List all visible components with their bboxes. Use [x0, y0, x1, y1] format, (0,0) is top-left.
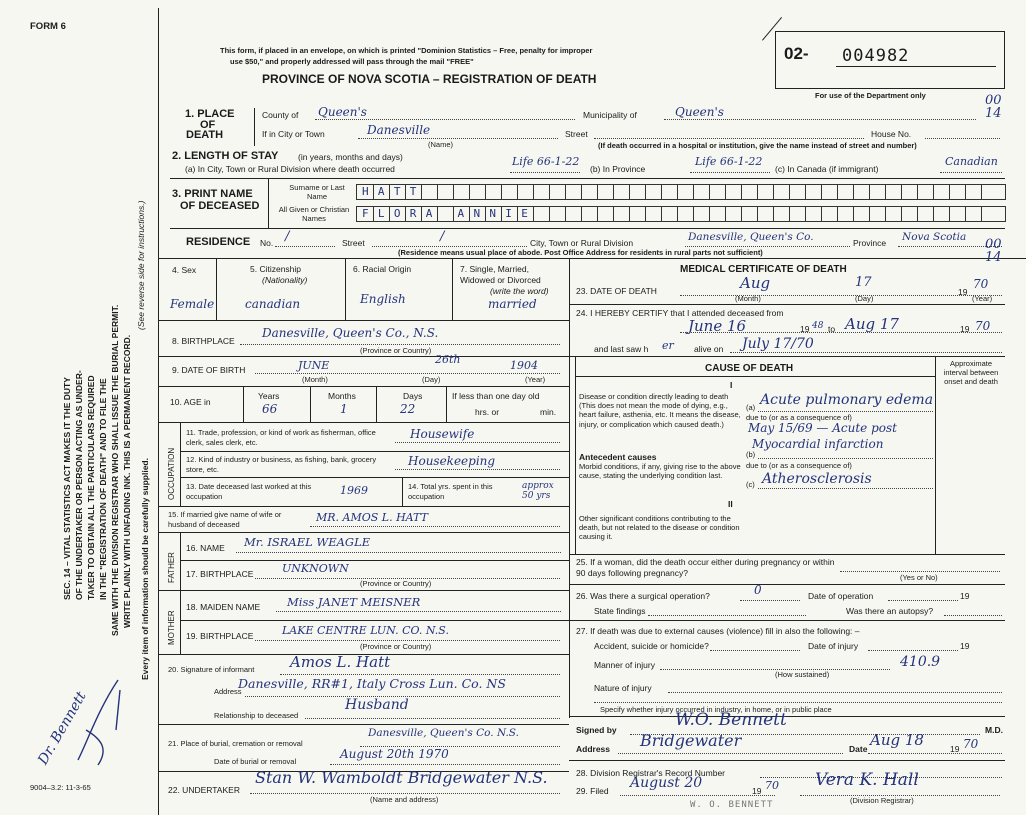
form-title: PROVINCE OF NOVA SCOTIA – REGISTRATION OF DEATH — [262, 72, 597, 86]
surgery-question: 26. Was there a surgical operation? — [576, 591, 710, 601]
death-year: 70 — [973, 277, 989, 291]
surgery-answer: 0 — [754, 583, 762, 597]
external-causes-label: 27. If death was due to external causes (violence) fill in also the following: – — [576, 626, 860, 636]
dob-day-caption: (Day) — [422, 375, 441, 384]
record-number-label: 28. Division Registrar's Record Number — [576, 768, 726, 778]
spouse-label: 15. If married give name of wife or husband of deceased — [168, 510, 282, 529]
surname-boxes — [356, 184, 1006, 200]
informant-address-label: Address — [214, 687, 242, 696]
form-number: FORM 6 — [30, 21, 66, 32]
residence-street-label: Street — [342, 238, 365, 248]
due-to-label-1: due to (or as a consequence of) — [746, 413, 852, 422]
department-use-label: For use of the Department only — [815, 91, 926, 100]
stay-c-value: Canadian — [945, 155, 998, 168]
attended-to-label: to — [828, 324, 836, 334]
marital-label: 7. Single, Married, Widowed or Divorced — [460, 264, 541, 285]
informant-label: 20. Signature of informant — [168, 665, 255, 674]
age-days-value: 22 — [400, 402, 416, 416]
how-sustained-label: (How sustained) — [775, 670, 830, 679]
occupation-q12: 12. Kind of industry or business, as fishing, bank, grocery store, etc. — [186, 455, 377, 474]
mother-birthplace-sub: (Province or Country) — [360, 642, 432, 651]
cause-c-label: (c) — [746, 480, 755, 489]
house-number-label: House No. — [871, 129, 912, 139]
dob-year-caption: (Year) — [525, 375, 546, 384]
relationship-label: Relationship to deceased — [214, 711, 299, 720]
mother-birthplace-value: LAKE CENTRE LUN. CO. N.S. — [282, 624, 449, 637]
signature-scrawl — [58, 670, 138, 780]
birthplace-sub: (Province or Country) — [360, 346, 432, 355]
county-label: County of — [262, 110, 299, 120]
mail-notice-line2: use $50," and properly addressed will pass through the mail "FREE" — [230, 57, 474, 66]
cause-a-label: (a) — [746, 403, 756, 412]
father-birthplace-sub: (Province or Country) — [360, 579, 432, 588]
occupation-q14: 14. Total yrs. spent in this occupation — [408, 482, 493, 501]
residence-label: RESIDENCE — [186, 236, 251, 248]
occupation-section-label: OCCUPATION — [167, 447, 176, 500]
cause-part-2: II — [728, 499, 733, 509]
dob-year: 1904 — [510, 359, 538, 372]
side-instruction-3: TAKER TO OBTAIN ALL THE PARTICULARS REQUIRED — [86, 375, 96, 600]
registration-number: 004982 — [842, 46, 910, 66]
manner-label: Manner of injury — [594, 660, 655, 670]
attended-to: Aug 17 — [845, 315, 899, 333]
residence-no-label: No. — [260, 238, 274, 248]
pregnancy-question: 25. If a woman, did the death occur either during pregnancy or within 90 days following pregnancy? — [576, 557, 835, 578]
relationship-value: Husband — [345, 697, 409, 713]
age-days-label: Days — [403, 391, 423, 401]
death-month: Aug — [740, 274, 771, 292]
signoff-date: Aug 18 — [870, 731, 924, 749]
medical-heading: MEDICAL CERTIFICATE OF DEATH — [680, 264, 847, 275]
registrar-signature: Vera K. Hall — [815, 770, 919, 790]
death-year-caption: (Year) — [972, 294, 993, 303]
due-to-label-2: due to (or as a consequence of) — [746, 461, 852, 470]
mail-notice-line1: This form, if placed in an envelope, on which is printed "Dominion Statistics – Free, penalty for improper — [220, 46, 593, 55]
operation-year-prefix: 19 — [960, 591, 970, 601]
age-min-label: min. — [540, 407, 557, 417]
side-instruction-1: SEC. 14 – VITAL STATISTICS ACT MAKES IT THE DUTY — [62, 377, 72, 600]
state-findings-label: State findings — [594, 606, 646, 616]
racial-value: English — [360, 292, 406, 306]
filed-date: August 20 — [630, 775, 703, 791]
father-name-label: 16. NAME — [186, 543, 225, 553]
side-instruction-2: OF THE UNDERTAKER OR PERSON ACTING AS UNDER- — [74, 370, 84, 600]
signoff-address: Bridgewater — [640, 731, 742, 750]
cause-c-value: Atherosclerosis — [762, 471, 872, 487]
death-day-caption: (Day) — [855, 294, 874, 303]
alive-label: alive on — [694, 344, 724, 354]
last-saw-label: and last saw h — [594, 344, 649, 354]
place-label-1: 1. PLACE — [185, 108, 235, 120]
signoff-year: 70 — [963, 737, 979, 751]
stat-code: 410.9 — [900, 654, 941, 670]
birthplace-value: Danesville, Queen's Co., N.S. — [262, 326, 439, 340]
cause-heading: CAUSE OF DEATH — [705, 363, 794, 374]
occupation-a11: Housewife — [410, 427, 475, 441]
age-years-label: Years — [258, 391, 280, 401]
stay-label: 2. LENGTH OF STAY — [172, 150, 279, 162]
occupation-a12: Housekeeping — [408, 454, 496, 468]
department-code-2: 00 14 — [985, 237, 1002, 265]
cause-b-label: (b) — [746, 450, 756, 459]
given-name-boxes — [356, 206, 1006, 222]
cause-b-value: Myocardial infarction — [752, 437, 884, 451]
spouse-value: MR. AMOS L. HATT — [316, 511, 428, 524]
burial-place-value: Danesville, Queen's Co. N.S. — [368, 727, 519, 739]
informant-signature: Amos L. Hatt — [290, 653, 391, 671]
dob-month-caption: (Month) — [302, 375, 328, 384]
attended-from-year: 48 — [812, 321, 824, 331]
surname-value: HATT — [362, 185, 426, 198]
antecedent-title: Antecedent causes — [579, 452, 657, 462]
dob-label: 9. DATE OF BIRTH — [172, 365, 246, 375]
birthplace-label: 8. BIRTHPLACE — [172, 336, 235, 346]
registration-number-box — [775, 31, 1005, 89]
antecedent-label: Morbid conditions, if any, giving rise to the above cause, stating the underlying condition last. — [579, 462, 741, 481]
given-name-value: FLORA ANNIE — [362, 207, 538, 220]
marital-sub: (write the word) — [490, 286, 549, 296]
interval-heading: Approximate interval between onset and death — [943, 359, 999, 386]
street-label: Street — [565, 129, 588, 139]
death-day: 17 — [855, 275, 872, 290]
attended-from: June 16 — [688, 317, 747, 335]
injury-year-prefix: 19 — [960, 641, 970, 651]
age-months-label: Months — [328, 391, 356, 401]
stay-a-label: (a) In City, Town or Rural Division where death occurred — [185, 164, 395, 174]
autopsy-label: Was there an autopsy? — [846, 606, 934, 616]
signoff-date-label: Date — [849, 744, 868, 754]
last-saw-her: er — [662, 339, 674, 352]
sex-value: Female — [170, 297, 215, 311]
side-instruction-6: WRITE PLAINLY WITH UNFADING INK. THIS IS A PERMANENT RECORD. — [122, 334, 132, 628]
age-hrs-label: hrs. or — [475, 407, 500, 417]
father-birthplace-value: UNKNOWN — [282, 562, 349, 575]
father-name-value: Mr. ISRAEL WEAGLE — [244, 535, 371, 549]
signoff-address-label: Address — [576, 744, 611, 754]
occupation-q13: 13. Date deceased last worked at this occupation — [186, 482, 312, 501]
registrar-label: (Division Registrar) — [850, 796, 914, 805]
stay-a-value: Life 66-1-22 — [512, 155, 580, 168]
md-label: M.D. — [985, 725, 1003, 735]
residence-province-label: Province — [853, 238, 887, 248]
citizenship-sub: (Nationality) — [262, 275, 308, 285]
side-instruction-8: Every item of information should be carefully supplied. — [140, 458, 150, 680]
dob-day: 26th — [435, 353, 461, 366]
stay-c-label: (c) In Canada (if immigrant) — [775, 164, 879, 174]
dob-month: JUNE — [298, 359, 330, 372]
cause-due-value: May 15/69 — Acute post — [748, 421, 897, 435]
father-birthplace-label: 17. BIRTHPLACE — [186, 569, 254, 579]
undertaker-sub: (Name and address) — [370, 795, 439, 804]
attended-to-year-prefix: 19 — [960, 324, 970, 334]
cause-a-value: Acute pulmonary edema — [760, 392, 934, 408]
marital-value: married — [488, 297, 537, 311]
informant-address: Danesville, RR#1, Italy Cross Lun. Co. NS — [238, 676, 506, 691]
age-label: 10. AGE in — [170, 397, 211, 407]
citizenship-value: canadian — [245, 297, 301, 311]
name-label-2: OF DECEASED — [180, 200, 260, 212]
sex-label: 4. Sex — [172, 265, 197, 275]
typed-physician-name: W. O. BENNETT — [690, 800, 774, 810]
signed-by-value: W.O. Bennett — [675, 710, 787, 730]
father-section-label: FATHER — [167, 552, 176, 583]
age-months-value: 1 — [340, 402, 348, 416]
mother-section-label: MOTHER — [167, 610, 176, 645]
name-label-1: 3. PRINT NAME — [172, 188, 253, 200]
county-value: Queen's — [318, 105, 367, 119]
residence-note: (Residence means usual place of abode. Post Office Address for residents in rural parts not sufficient) — [398, 248, 763, 257]
occupation-q11: 11. Trade, profession, or kind of work as fisherman, office clerk, sales clerk, etc. — [186, 428, 376, 447]
place-label-2: OF — [200, 119, 216, 131]
undertaker-label: 22. UNDERTAKER — [168, 785, 240, 795]
stay-b-value: Life 66-1-22 — [695, 155, 763, 168]
occupation-a14: approx 50 yrs — [522, 481, 554, 501]
city-label: If in City or Town — [262, 129, 325, 139]
nature-label: Nature of injury — [594, 683, 652, 693]
residence-street-value: / — [440, 229, 445, 244]
undertaker-value: Stan W. Wamboldt Bridgewater N.S. — [255, 768, 548, 787]
side-instruction-7: (See reverse side for instructions.) — [136, 200, 146, 330]
side-signature: Dr. Bennett — [35, 688, 90, 768]
injury-date-label: Date of injury — [808, 641, 859, 651]
signed-by-label: Signed by — [576, 725, 617, 735]
registration-prefix: 02- — [784, 44, 809, 63]
age-less-label: If less than one day old — [452, 391, 540, 401]
pregnancy-yes-no: (Yes or No) — [900, 573, 938, 582]
place-label-3: DEATH — [186, 129, 224, 141]
operation-date-label: Date of operation — [808, 591, 874, 601]
citizenship-label: 5. Citizenship — [250, 264, 302, 274]
municipality-value: Queen's — [675, 105, 724, 119]
disease-label: Disease or condition directly leading to death (This does not mean the mode of dying, e.g., heart failure, asthenia, etc. It means the disease, injury, or complication which caused death.) — [579, 392, 741, 429]
filed-label: 29. Filed — [576, 786, 609, 796]
city-value: Danesville — [367, 123, 431, 137]
death-year-prefix: 19 — [958, 287, 968, 297]
mother-name-value: Miss JANET MEISNER — [287, 595, 421, 609]
occupation-a13: 1969 — [340, 484, 368, 497]
filed-year: 70 — [765, 779, 779, 792]
mother-birthplace-label: 19. BIRTHPLACE — [186, 631, 254, 641]
burial-date-value: August 20th 1970 — [340, 747, 449, 761]
mother-name-label: 18. MAIDEN NAME — [186, 602, 261, 612]
side-instruction-5: SAME WITH THE DIVISION REGISTRAR WHO SHALL ISSUE THE BURIAL PERMIT. — [110, 304, 120, 636]
certify-label: 24. I HEREBY CERTIFY that I attended deceased from — [576, 308, 784, 318]
surname-label: Surname or Last Name — [289, 183, 345, 201]
residence-city-label: City, Town or Rural Division — [530, 238, 634, 248]
age-years-value: 66 — [262, 402, 278, 416]
residence-city-value: Danesville, Queen's Co. — [688, 231, 814, 243]
burial-place-label: 21. Place of burial, cremation or removal — [168, 739, 303, 748]
accident-label: Accident, suicide or homicide? — [594, 641, 709, 651]
signoff-year-prefix: 19 — [950, 744, 960, 754]
death-date-label: 23. DATE OF DEATH — [576, 286, 657, 296]
print-code: 9004–3.2: 11-3-65 — [30, 783, 91, 792]
residence-province-value: Nova Scotia — [902, 231, 967, 243]
city-name-caption: (Name) — [428, 140, 454, 149]
attended-from-year-prefix: 19 — [800, 324, 810, 334]
municipality-label: Municipality of — [583, 110, 637, 120]
filed-year-prefix: 19 — [752, 786, 762, 796]
hospital-note: (If death occurred in a hospital or institution, give the name instead of street and number) — [598, 141, 917, 150]
stay-b-label: (b) In Province — [590, 164, 646, 174]
side-instruction-4: IN THE "REGISTRATION OF DEATH" AND TO FILE THE — [98, 378, 108, 600]
given-name-label: All Given or Christian Names — [278, 205, 350, 223]
stay-label-units: (in years, months and days) — [298, 152, 403, 162]
cause-part-1: I — [730, 380, 733, 390]
burial-date-label: Date of burial or removal — [214, 757, 297, 766]
death-month-caption: (Month) — [735, 294, 761, 303]
residence-no-value: / — [285, 229, 290, 244]
racial-label: 6. Racial Origin — [353, 264, 412, 274]
department-code-1: 00 14 — [985, 93, 1002, 121]
industry-label: Specify whether injury occurred in industry, in home, or in public place — [600, 705, 832, 714]
alive-date: July 17/70 — [742, 336, 814, 352]
other-conditions-label: Other significant conditions contributing to the death, but not related to the disease or condition causing it. — [579, 514, 740, 542]
attended-to-year: 70 — [975, 319, 991, 333]
